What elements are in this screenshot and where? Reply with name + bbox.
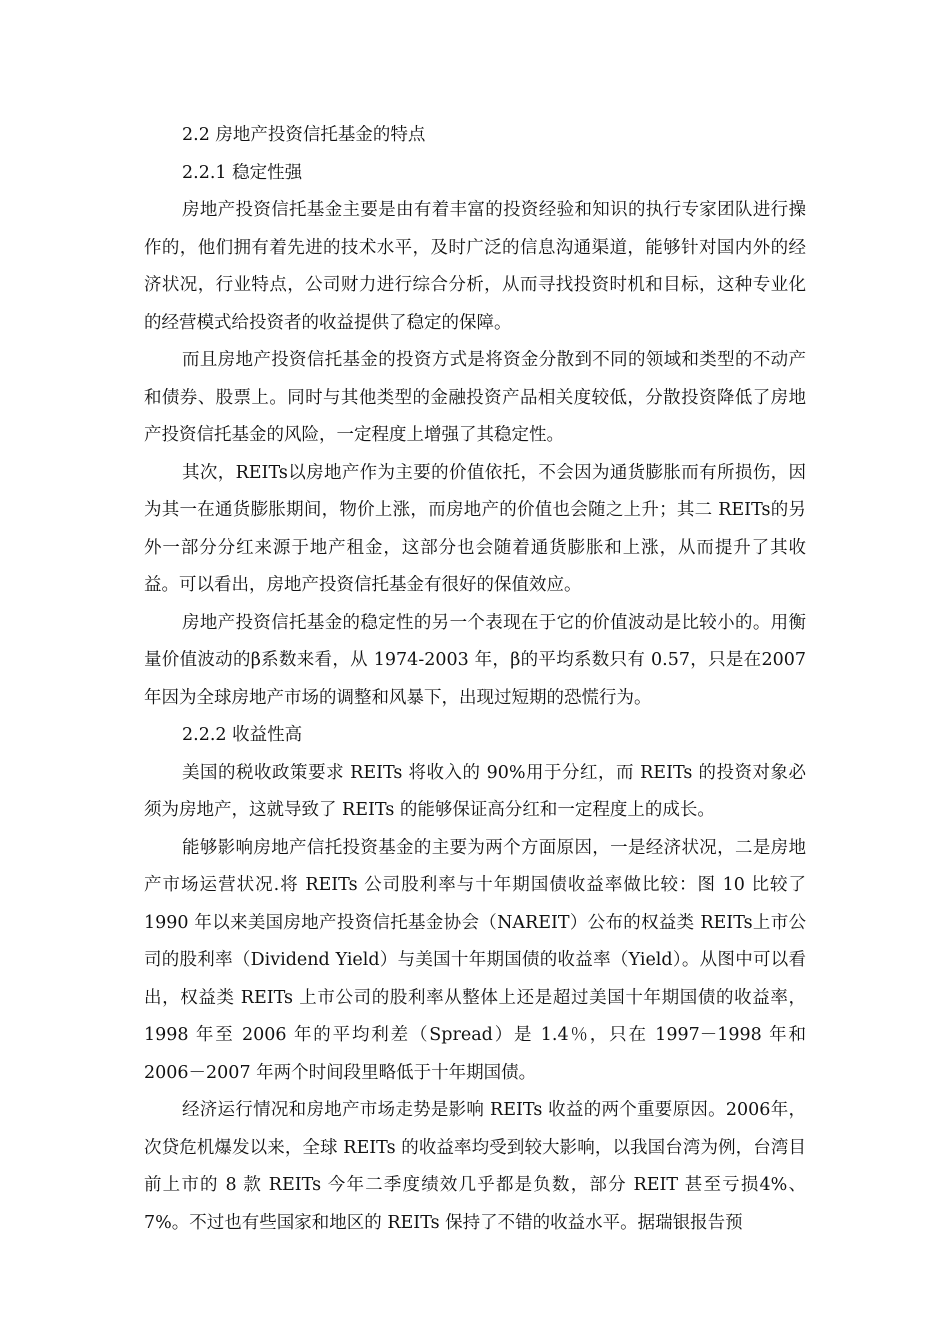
paragraph-4: 房地产投资信托基金的稳定性的另一个表现在于它的价值波动是比较小的。用衡量价值波动的β系数来看，从 1974-2003 年，β的平均系数只有 0.57，只是在2007 年因为全球房地产市场的调整和风暴下，出现过短期的恐慌行为。 — [144, 612, 806, 708]
paragraph-2: 而且房地产投资信托基金的投资方式是将资金分散到不同的领域和类型的不动产和债券、股票上。同时与其他类型的金融投资产品相关度较低，分散投资降低了房地产投资信托基金的风险，一定程度上增强了其稳定性。 — [144, 350, 806, 445]
paragraph-7: 经济运行情况和房地产市场走势是影响 REITs 收益的两个重要原因。2006年，次贷危机爆发以来，全球 REITs 的收益率均受到较大影响，以我国台湾为例，台湾目前上市的 8 款 REITs 今年二季度绩效几乎都是负数，部分 REIT 甚至亏损4%、7%。不过也有些国家和地区的 REITs 保持了不错的收益水平。据瑞银报告预 — [144, 1100, 806, 1233]
section-heading-2-2-2: 2.2.2 收益性高 — [182, 725, 303, 745]
paragraph-5: 美国的税收政策要求 REITs 将收入的 90%用于分红，而 REITs 的投资对象必须为房地产，这就导致了 REITs 的能够保证高分红和一定程度上的成长。 — [144, 762, 806, 820]
section-heading-2-2: 2.2 房地产投资信托基金的特点 — [182, 125, 426, 145]
paragraph-3: 其次，REITs以房地产作为主要的价值依托，不会因为通货膨胀而有所损伤，因为其一在通货膨胀期间，物价上涨，而房地产的价值也会随之上升；其二 REITs的另外一部分分红来源于地产租金，这部分也会随着通货膨胀和上涨，从而提升了其收益。可以看出，房地产投资信托基金有很好的保值效应。 — [144, 462, 806, 595]
document-page — [144, 117, 806, 1242]
paragraph-1: 房地产投资信托基金主要是由有着丰富的投资经验和知识的执行专家团队进行操作的，他们拥有着先进的技术水平，及时广泛的信息沟通渠道，能够针对国内外的经济状况，行业特点，公司财力进行综合分析，从而寻找投资时机和目标，这种专业化的经营模式给投资者的收益提供了稳定的保障。 — [144, 200, 806, 333]
paragraph-6: 能够影响房地产信托投资基金的主要为两个方面原因，一是经济状况，二是房地产市场运营状况.将 REITs 公司股利率与十年期国债收益率做比较：图 10 比较了 1990 年以来美国房地产投资信托基金协会（NAREIT）公布的权益类 REITs上市公司的股利率（Dividend Yield）与美国十年期国债的收益率（Yield）。从图中可以看出，权益类 REITs 上市公司的股利率从整体上还是超过美国十年期国债的收益率，1998 年至 2006 年的平均利差（Spread）是 1.4％，只在 1997－1998 年和 2006－2007 年两个时间段里略低于十年期国债。 — [144, 837, 806, 1083]
section-heading-2-2-1: 2.2.1 稳定性强 — [182, 162, 303, 183]
